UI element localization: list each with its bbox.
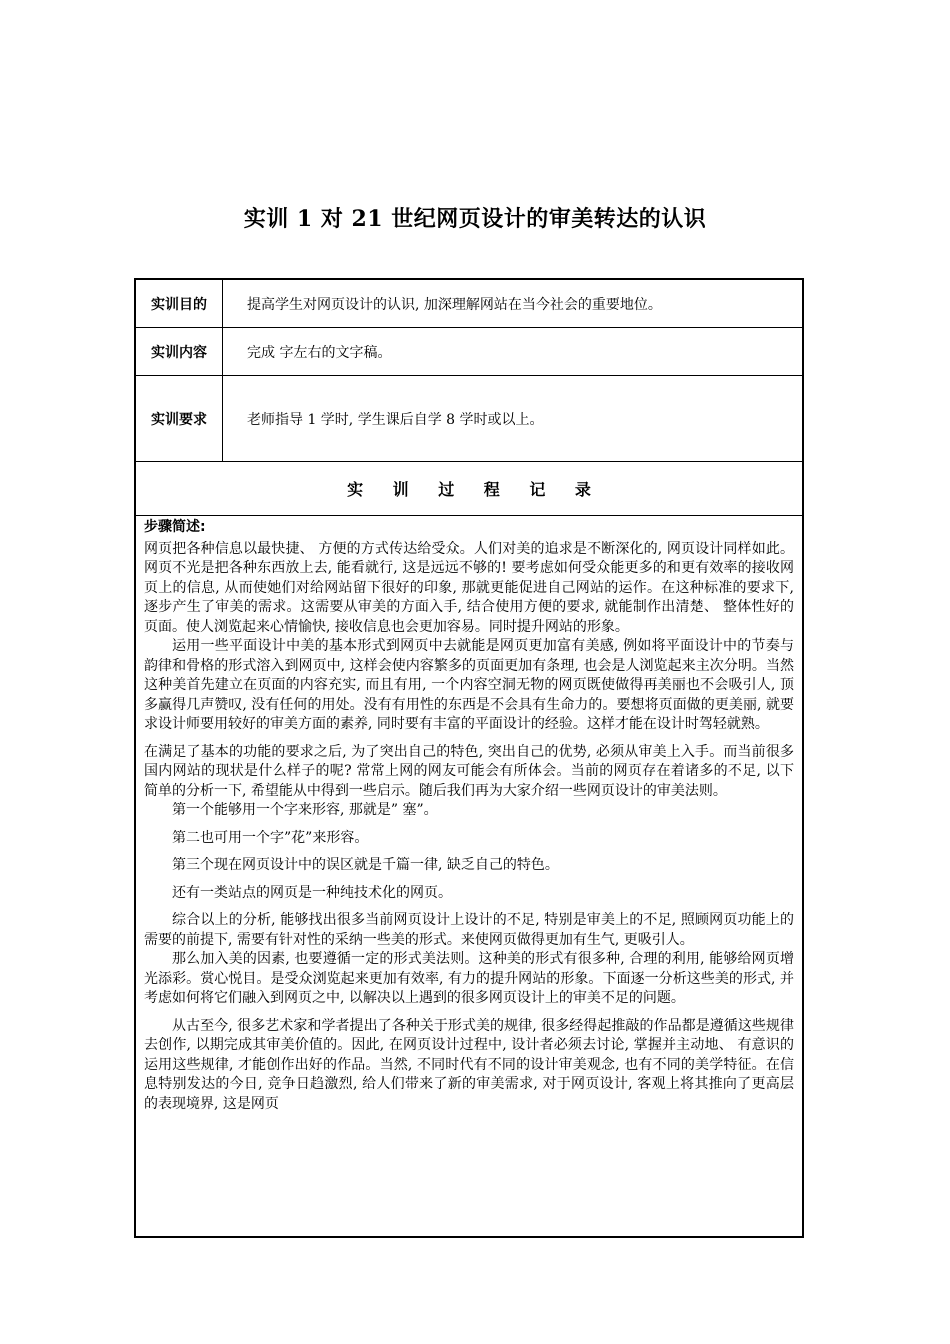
paragraph-5: 第二也可用一个字”花”来形容。 — [172, 829, 369, 846]
label-training-content: 实训内容 — [136, 328, 223, 375]
steps-label: 步骤简述: — [144, 519, 206, 535]
paragraph-8: 综合以上的分析, 能够找出很多当前网页设计上设计的不足, 特别是审美上的不足, 照顾网页功能上的需要的前提下, 需要有针对性的采纳一些美的形式。来使网页做得更加有生气, 更吸引人。 — [144, 912, 794, 948]
label-training-purpose: 实训目的 — [136, 280, 223, 327]
paragraph-6: 第三个现在网页设计中的误区就是千篇一律, 缺乏自己的特色。 — [172, 857, 559, 873]
paragraph-9: 那么加入美的因素, 也要遵循一定的形式美法则。这种美的形式有很多种, 合理的利用, 能够给网页增光添彩。赏心悦目。是受众浏览起来更加有效率, 有力的提升网站的形象。下面逐一分析这些美的形式, 并考虑如何将它们融入到网页之中, 以解决以上遇到的很多网页设计上的审美不足的问题。 — [144, 951, 794, 1006]
paragraph-1: 网页把各种信息以最快捷、 方便的方式传达给受众。人们对美的追求是不断深化的, 网页设计同样如此。网页不光是把各种东西放上去, 能看就行, 这是远远不够的! 要考虑如何受众能更多的和更有效率的接收网页上的信息, 从而使她们对给网站留下很好的印象, 那就更能促进自己网站的运作。在这种标准的要求下, 逐步产生了审美的需求。这需要从审美的方面入手, 结合使用方便的要求, 就能制作出清楚、 整体性好的页面。使人浏览起来心情愉快, 接收信息也会更加容易。同时提升网站的形象。 — [144, 540, 794, 635]
row-training-purpose — [136, 280, 802, 328]
page-title: 实训 1 对 21 世纪网页设计的审美转达的认识 — [243, 206, 707, 232]
value-training-content: 完成 字左右的文字稿。 — [247, 344, 392, 361]
row-training-content — [136, 328, 802, 376]
label-training-requirement: 实训要求 — [136, 376, 223, 461]
paragraph-2: 运用一些平面设计中美的基本形式到网页中去就能是网页更加富有美感, 例如将平面设计中的节奏与韵律和骨格的形式溶入到网页中, 这样会使内容繁多的页面更加有条理, 也会是人浏览起来主次分明。当然这种美首先建立在页面的内容充实, 而且有用, 一个内容空洞无物的网页既使做得再美丽也不会吸引人, 顶多赢得几声赞叹, 没有任何的用处。没有有用性的东西是不会具有生命力的。要想将页面做的更美丽, 就要求设计师要用较好的审美方面的素养, 同时要有丰富的平面设计的经验。这样才能在设计时驾轻就熟。 — [144, 638, 794, 732]
training-record-table — [134, 278, 804, 1238]
row-training-requirement — [136, 376, 802, 462]
paragraph-7: 还有一类站点的网页是一种纯技术化的网页。 — [172, 884, 452, 901]
value-training-requirement: 老师指导 1 学时, 学生课后自学 8 学时或以上。 — [247, 411, 544, 428]
paragraph-10: 从古至今, 很多艺术家和学者提出了各种关于形式美的规律, 很多经得起推敲的作品都是遵循这些规律去创作, 以期完成其审美价值的。因此, 在网页设计过程中, 设计者必须去讨论, 掌握并主动地、 有意识的运用这些规律, 才能创作出好的作品。当然, 不同时代有不同的设计审美观念, 也有不同的美学特征。在信息特别发达的今日, 竞争日趋激烈, 给人们带来了新的审美需求, 对于网页设计, 客观上将其推向了更高层的表现境界, 这是网页 — [144, 1017, 794, 1112]
paragraph-3: 在满足了基本的功能的要求之后, 为了突出自己的特色, 突出自己的优势, 必须从审美上入手。而当前很多国内网站的现状是什么样子的呢? 常常上网的网友可能会有所体会。当前的网页存在着诸多的不足, 以下简单的分析一下, 希望能从中得到一些启示。随后我们再为大家介绍一些网页设计的审美法则。 — [144, 743, 794, 799]
record-body — [136, 516, 802, 1114]
record-section-header: 实 训 过 程 记 录 — [136, 462, 802, 516]
value-training-purpose: 提高学生对网页设计的认识, 加深理解网站在当今社会的重要地位。 — [247, 296, 662, 313]
paragraph-4: 第一个能够用一个字来形容, 那就是” 塞”。 — [172, 802, 438, 818]
